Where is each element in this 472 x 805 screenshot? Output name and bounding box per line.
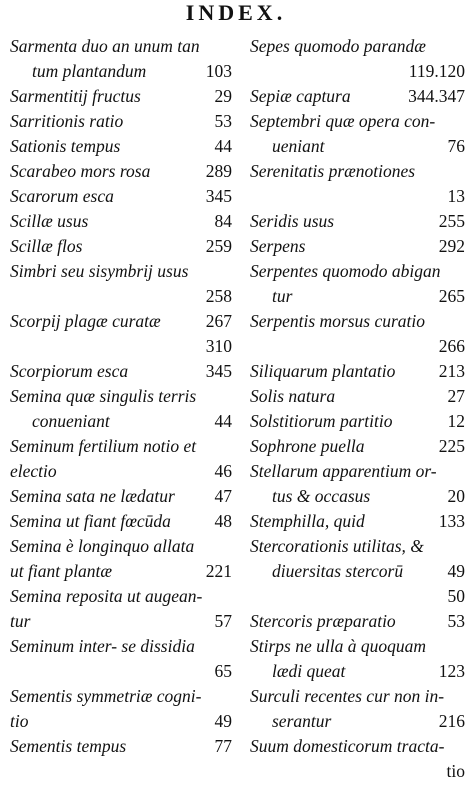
- index-entry: Septembri quæ opera con- ueniant 76: [250, 111, 465, 156]
- index-entry: Scarabeo mors rosa 289: [10, 161, 232, 181]
- index-entry: Sarmenta duo an unum tan tum plantandum 103: [10, 36, 232, 81]
- right-column: [250, 34, 465, 784]
- index-entry: Sarmentitij fructus 29: [10, 86, 232, 106]
- index-entry: Stemphilla, quid 133: [250, 511, 465, 531]
- index-entry: Sarritionis ratio 53: [10, 111, 232, 131]
- index-entry: Scillæ flos 259: [10, 236, 232, 256]
- left-column: [10, 34, 232, 759]
- index-entry: Scorpij plagæ curatæ 267 310: [10, 311, 232, 356]
- index-entry: Stercoris præparatio 53: [250, 611, 465, 631]
- index-entry: Sationis tempus 44: [10, 136, 232, 156]
- index-entry: Sementis symmetriæ cogni- tio 49: [10, 686, 232, 731]
- index-entry: Scillæ usus 84: [10, 211, 232, 231]
- index-entry: Solstitiorum partitio 12: [250, 411, 465, 431]
- index-entry: Serpentis morsus curatio 266: [250, 311, 465, 356]
- index-entry: Sophrone puella 225: [250, 436, 465, 456]
- index-entry: Sepiæ captura 344.347: [250, 86, 465, 106]
- index-entry: Stirps ne ulla à quoquam lædi queat 123: [250, 636, 465, 681]
- index-entry: Sepes quomodo parandæ 119.120: [250, 36, 465, 81]
- index-entry: Solis natura 27: [250, 386, 465, 406]
- index-entry: Stercorationis utilitas, & diuersitas stercorū 49 50: [250, 536, 465, 606]
- index-entry: Sementis tempus 77: [10, 736, 232, 756]
- index-entry: Semina sata ne lædatur 47: [10, 486, 232, 506]
- index-entry: Seridis usus 255: [250, 211, 465, 231]
- index-entry: Semina quæ singulis terris conueniant 44: [10, 386, 232, 431]
- index-entry: Simbri seu sisymbrij usus 258: [10, 261, 232, 306]
- index-entry: Scorpiorum esca 345: [10, 361, 232, 381]
- index-entry: Scarorum esca 345: [10, 186, 232, 206]
- index-entry: Semina reposita ut augean- tur 57: [10, 586, 232, 631]
- index-entry: Semina ut fiant fœcūda 48: [10, 511, 232, 531]
- index-entry: Serenitatis prænotiones 13: [250, 161, 465, 206]
- index-entry: Seminum fertilium notio et electio 46: [10, 436, 232, 481]
- index-entry: Siliquarum plantatio 213: [250, 361, 465, 381]
- index-entry: Suum domesticorum tracta- tio: [250, 736, 465, 781]
- index-entry: Serpentes quomodo abigan tur 265: [250, 261, 465, 306]
- index-entry: Surculi recentes cur non in- serantur 216: [250, 686, 465, 731]
- index-entry: Stellarum apparentium or- tus & occasus 20: [250, 461, 465, 506]
- page-title: INDEX.: [185, 0, 287, 25]
- index-entry: Serpens 292: [250, 236, 465, 256]
- index-entry: Seminum inter- se dissidia 65: [10, 636, 232, 681]
- index-entry: Semina è longinquo allata ut fiant plantæ 221: [10, 536, 232, 581]
